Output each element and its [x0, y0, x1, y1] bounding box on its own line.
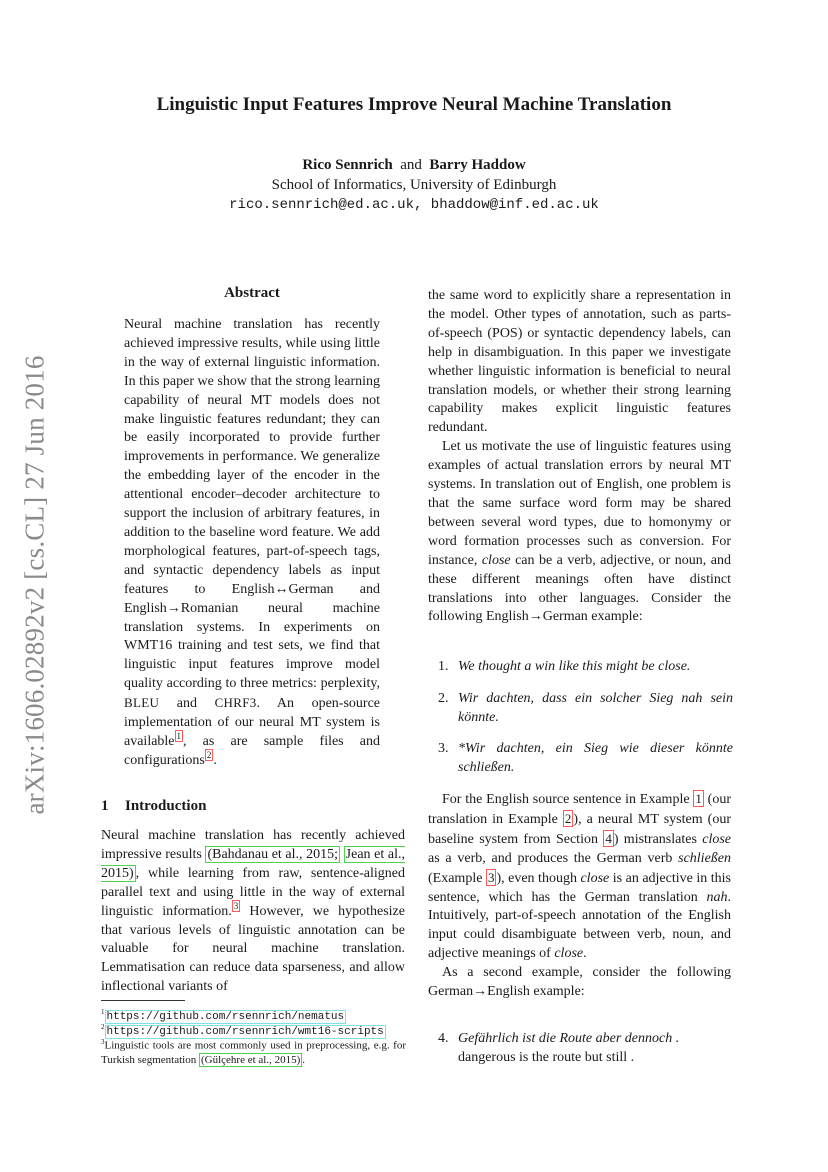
footnote-rule	[101, 1000, 185, 1001]
right-paragraph-1: the same word to explicitly share a representation in the model. Other types of annotation, such as parts-of-speech (POS) or syntactic dependency labels, can help in disambiguation. In this paper we investigate whether linguistic information is beneficial to neural translation models, or whether their strong learning capability makes explicit linguistic features redundant.	[428, 288, 731, 436]
right-p3-a: For the English source sentence in Example	[442, 792, 694, 807]
term-nah: nah	[706, 889, 728, 905]
arxiv-sidebar	[19, 340, 50, 830]
right-p3-b: (our translation in Example	[428, 792, 731, 827]
right-paragraph-3	[428, 790, 731, 964]
example-ref-1[interactable]: 1	[695, 791, 702, 806]
section-ref-4[interactable]: 4	[605, 830, 612, 846]
author-2: Barry Haddow	[429, 157, 526, 173]
footnote-3-number: 3	[101, 1038, 105, 1046]
paper-title: Linguistic Input Features Improve Neural Machine Translation	[156, 94, 672, 115]
right-p3-e: as a verb, and produces the German verb	[428, 850, 679, 866]
intro-text-2: , while learning from raw, sentence-aligned parallel text and using little in the way of external linguistic information.	[101, 865, 405, 919]
author-1: Rico Sennrich	[302, 157, 393, 173]
right-p3-i: . Intuitively, part-of-speech annotation of the English input could disambiguate between verb, noun, and adjective meanings of	[428, 889, 731, 962]
affiliation: School of Informatics, University of Edinburgh	[271, 177, 557, 193]
term-close-3: close	[580, 870, 610, 886]
footnote-2-number: 2	[101, 1023, 105, 1031]
intro-text-3: However, we hypothesize that various levels of linguistic annotation can be valuable for neural machine translation. Lemmatisation can reduce data sparseness, and allow inflectional variants of	[101, 903, 405, 995]
right-p3-h: is an adjective in this sentence, which has the German translation	[428, 870, 731, 905]
section-heading-introduction	[101, 798, 206, 815]
abstract-body: Neural machine translation has recently achieved impressive results, while using little in the way of external linguistic information. In this paper we show that the strong learning capability of neural MT models does not make linguistic features redundant; they can be easily incorporated to provide further improvements in performance. We generalize the embedding layer of the encoder in the attentional encoder–decoder architecture to support the inclusion of arbitrary features, in addition to the baseline word feature. We add morphological features, part-of-speech tags, and syntactic dependency labels as input features to English↔German and English→Romanian neural machine translation systems. In experiments on WMT16 training and test sets, we find that linguistic input features improve model quality according to three metrics: perplexity,	[124, 317, 380, 692]
example-4-gloss: dangerous is the route but still .	[458, 1050, 635, 1065]
right-p3-c: ), a neural MT system (our baseline system from Section	[428, 811, 731, 847]
example-4-text: Gefährlich ist die Route aber dennoch .	[458, 1031, 680, 1046]
right-p2-b: can be a verb, adjective, or noun, and these different meanings often have distinct translations into other languages. Consider the following English→German example:	[428, 552, 731, 625]
term-schliessen: schließen	[678, 850, 731, 866]
arxiv-stamp: arXiv:1606.02892v2 [cs.CL] 27 Jun 2016	[19, 355, 50, 815]
right-paragraph-2	[428, 438, 731, 627]
section-title: Introduction	[125, 798, 207, 814]
citation-gulcehre[interactable]: (Gülçehre et al., 2015)	[201, 1053, 301, 1066]
citation-jean[interactable]: Jean et al., 2015)	[101, 846, 405, 881]
author-line	[0, 155, 828, 175]
term-close-4: close	[554, 946, 584, 962]
footnote-3	[101, 1035, 406, 1067]
example-1	[438, 657, 733, 676]
footnote-1-link[interactable]: https://github.com/rsennrich/nematus	[106, 1010, 345, 1023]
chrf-metric: CHRF3	[214, 695, 257, 711]
footnote-2-link[interactable]: https://github.com/rsennrich/wmt16-scripts	[106, 1025, 384, 1038]
example-2-text: Wir dachten, dass ein solcher Sieg nah sein könnte.	[458, 691, 733, 725]
footnote-ref-1[interactable]: 1	[176, 731, 182, 742]
right-p2-a: Let us motivate the use of linguistic features using examples of actual translation errors by neural MT systems. In translation out of English, one problem is that the same surface word form may be shared between several word types, due to homonymy or word formation processes such as conversion. For instance,	[428, 439, 731, 568]
footnote-1-number: 1	[101, 1008, 105, 1016]
abstract-and: and	[159, 696, 215, 712]
example-3-text: *Wir dachten, ein Sieg wie dieser könnte schließen.	[458, 741, 733, 775]
example-1-text: We thought a win like this might be close.	[458, 659, 691, 674]
example-1-number: 1.	[438, 659, 449, 674]
abstract-end: .	[213, 752, 217, 768]
example-ref-3[interactable]: 3	[487, 869, 495, 885]
right-column-text-bottom	[428, 790, 731, 1002]
example-4	[438, 1029, 733, 1067]
example-ref-2[interactable]: 2	[564, 810, 572, 826]
example-2	[438, 689, 733, 727]
section-number: 1	[101, 798, 109, 814]
example-3	[438, 739, 733, 777]
right-p3-j: .	[583, 946, 587, 962]
abstract-mid: , as are sample files and configurations	[124, 733, 380, 768]
footnote-3-text: Linguistic tools are most commonly used in preprocessing, e.g. for Turkish segmentation	[101, 1039, 406, 1066]
footnote-3-end: .	[302, 1053, 306, 1066]
right-p3-g: ), even though	[496, 870, 581, 886]
abstract-tail: . An open-source implementation of our neural MT system is available	[124, 696, 380, 749]
intro-text-1: Neural machine translation has recently achieved impressive results	[101, 828, 405, 862]
abstract-text	[124, 316, 380, 771]
emails: rico.sennrich@ed.ac.uk, bhaddow@inf.ed.ac.uk	[229, 197, 599, 213]
right-column-text-top	[428, 287, 731, 627]
right-p3-d: ) mistranslates	[613, 831, 703, 847]
bleu-metric: BLEU	[124, 695, 160, 711]
introduction-text	[101, 827, 405, 997]
footnote-ref-3[interactable]: 3	[233, 900, 239, 911]
example-2-number: 2.	[438, 691, 449, 706]
abstract-heading: Abstract	[224, 285, 280, 301]
example-4-number: 4.	[438, 1031, 449, 1046]
author-block	[0, 155, 828, 215]
footnote-ref-2[interactable]: 2	[206, 750, 212, 761]
author-and: and	[400, 157, 422, 173]
citation-bahdanau[interactable]: (Bahdanau et al., 2015;	[207, 846, 339, 862]
term-close: close	[481, 552, 511, 568]
right-paragraph-4: As a second example, consider the following German→English example:	[428, 965, 731, 1000]
term-close-2: close	[702, 831, 732, 847]
example-3-number: 3.	[438, 741, 449, 756]
right-p3-f: (Example	[428, 870, 486, 886]
